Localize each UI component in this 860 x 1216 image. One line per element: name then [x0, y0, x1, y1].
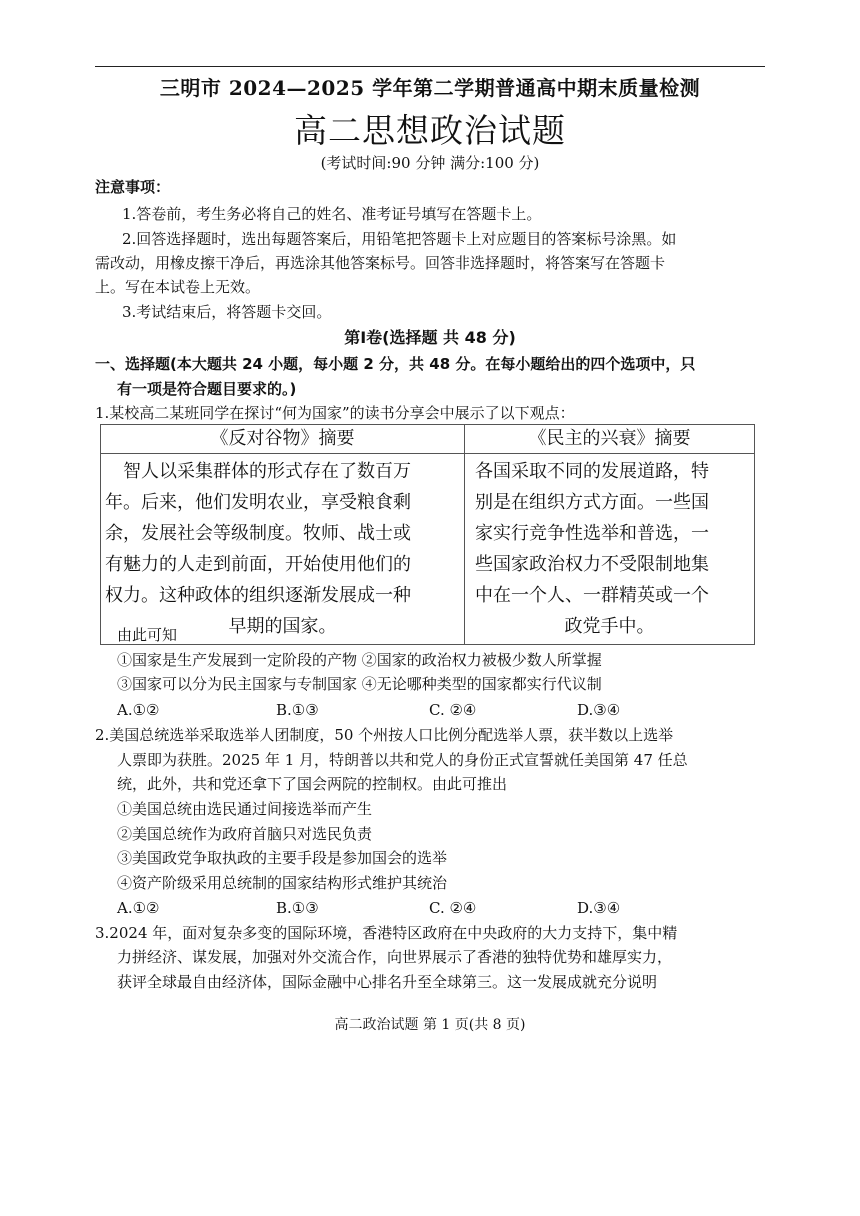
- q1-lead: 由此可知: [117, 626, 178, 644]
- q1-stem: 1.某校高二某班同学在探讨“何为国家”的读书分享会中展示了以下观点：: [95, 404, 575, 422]
- q2-option-d[interactable]: D.③④: [577, 899, 621, 917]
- table-cell-line: 权力。这种政体的组织逐渐发展成一种: [105, 585, 411, 606]
- notice-line: 3.考试结束后，将答题卡交回。: [122, 303, 332, 321]
- table-cell-line: 各国采取不同的发展道路，特: [475, 461, 709, 482]
- table-cell-line: 中在一个人、一群精英或一个: [475, 585, 709, 606]
- q2-stem: 统，此外，共和党还拿下了国会两院的控制权。由此可推出: [117, 775, 508, 793]
- q1-option-b[interactable]: B.①③: [276, 701, 319, 719]
- notice-line: 上。写在本试卷上无效。: [95, 278, 261, 296]
- exam-time-info: (考试时间:90 分钟 满分:100 分): [320, 154, 540, 172]
- q1-option-d[interactable]: D.③④: [577, 701, 621, 719]
- table-cell-line: 政党手中。: [564, 616, 655, 637]
- header-rule: [95, 66, 765, 67]
- q2-option-c[interactable]: C. ②④: [429, 899, 477, 917]
- subject-title: 高二思想政治试题: [294, 111, 566, 150]
- q3-stem: 力拼经济、谋发展，加强对外交流合作，向世界展示了香港的独特优势和雄厚实力，: [117, 948, 673, 966]
- q2-statement: ①美国总统由选民通过间接选举而产生: [117, 800, 373, 818]
- table-cell-book1: [101, 454, 465, 645]
- q2-option-a[interactable]: A.①②: [117, 899, 160, 917]
- page-footer: 高二政治试题 第 1 页(共 8 页): [334, 1017, 526, 1033]
- table-header-book2: 《民主的兴衰》摘要: [465, 425, 755, 454]
- table-cell-book2: [465, 454, 755, 645]
- table-cell-line: 别是在组织方式方面。一些国: [475, 492, 709, 513]
- q1-option-c[interactable]: C. ②④: [429, 701, 477, 719]
- q2-option-b[interactable]: B.①③: [276, 899, 319, 917]
- table-cell-line: 智人以采集群体的形式存在了数百万: [123, 461, 411, 482]
- table-cell-line: 有魅力的人走到前面，开始使用他们的: [105, 554, 411, 575]
- q1-option-a[interactable]: A.①②: [117, 701, 160, 719]
- exam-title: 三明市 2024—2025 学年第二学期普通高中期末质量检测: [159, 76, 701, 100]
- table-cell-line: 余，发展社会等级制度。牧师、战士或: [105, 523, 411, 544]
- table-cell-line: 些国家政治权力不受限制地集: [475, 554, 709, 575]
- notice-heading: 注意事项：: [95, 178, 171, 196]
- notice-line: 1.答卷前，考生务必将自己的姓名、准考证号填写在答题卡上。: [122, 205, 542, 223]
- q2-stem: 2.美国总统选举采取选举人团制度，50 个州按人口比例分配选举人票，获半数以上选举: [95, 726, 674, 744]
- table-cell-line: 年。后来，他们发明农业，享受粮食剩: [105, 492, 411, 513]
- q2-stem: 人票即为获胜。2025 年 1 月，特朗普以共和党人的身份正式宣誓就任美国第 47 任总: [117, 751, 688, 769]
- table-header-book1: 《反对谷物》摘要: [101, 425, 465, 454]
- notice-line: 2.回答选择题时，选出每题答案后，用铅笔把答题卡上对应题目的答案标号涂黑。如: [122, 230, 677, 248]
- notice-line: 需改动，用橡皮擦干净后，再选涂其他答案标号。回答非选择题时，将答案写在答题卡: [95, 254, 666, 272]
- table-cell-line: 家实行竞争性选举和普选，一: [475, 523, 709, 544]
- q1-statements: ①国家是生产发展到一定阶段的产物 ②国家的政治权力被极少数人所掌握: [117, 651, 602, 669]
- q2-statement: ④资产阶级采用总统制的国家结构形式维护其统治: [117, 874, 448, 892]
- q3-stem: 获评全球最自由经济体，国际金融中心排名升至全球第三。这一发展成就充分说明: [117, 973, 658, 991]
- part1-heading: 第Ⅰ卷(选择题 共 48 分): [344, 328, 516, 347]
- q2-statement: ③美国政党争取执政的主要手段是参加国会的选举: [117, 849, 448, 867]
- q3-stem: 3.2024 年，面对复杂多变的国际环境，香港特区政府在中央政府的大力支持下，集中精: [95, 924, 678, 942]
- section-instructions: 一、选择题(本大题共 24 小题，每小题 2 分，共 48 分。在每小题给出的四个选项中，只: [95, 355, 696, 373]
- q1-statements: ③国家可以分为民主国家与专制国家 ④无论哪种类型的国家都实行代议制: [117, 675, 602, 693]
- table-cell-line: 早期的国家。: [228, 616, 337, 637]
- q2-statement: ②美国总统作为政府首脑只对选民负责: [117, 825, 373, 843]
- q1-viewpoint-table: [100, 424, 755, 645]
- section-instructions-cont: 有一项是符合题目要求的。): [117, 380, 297, 398]
